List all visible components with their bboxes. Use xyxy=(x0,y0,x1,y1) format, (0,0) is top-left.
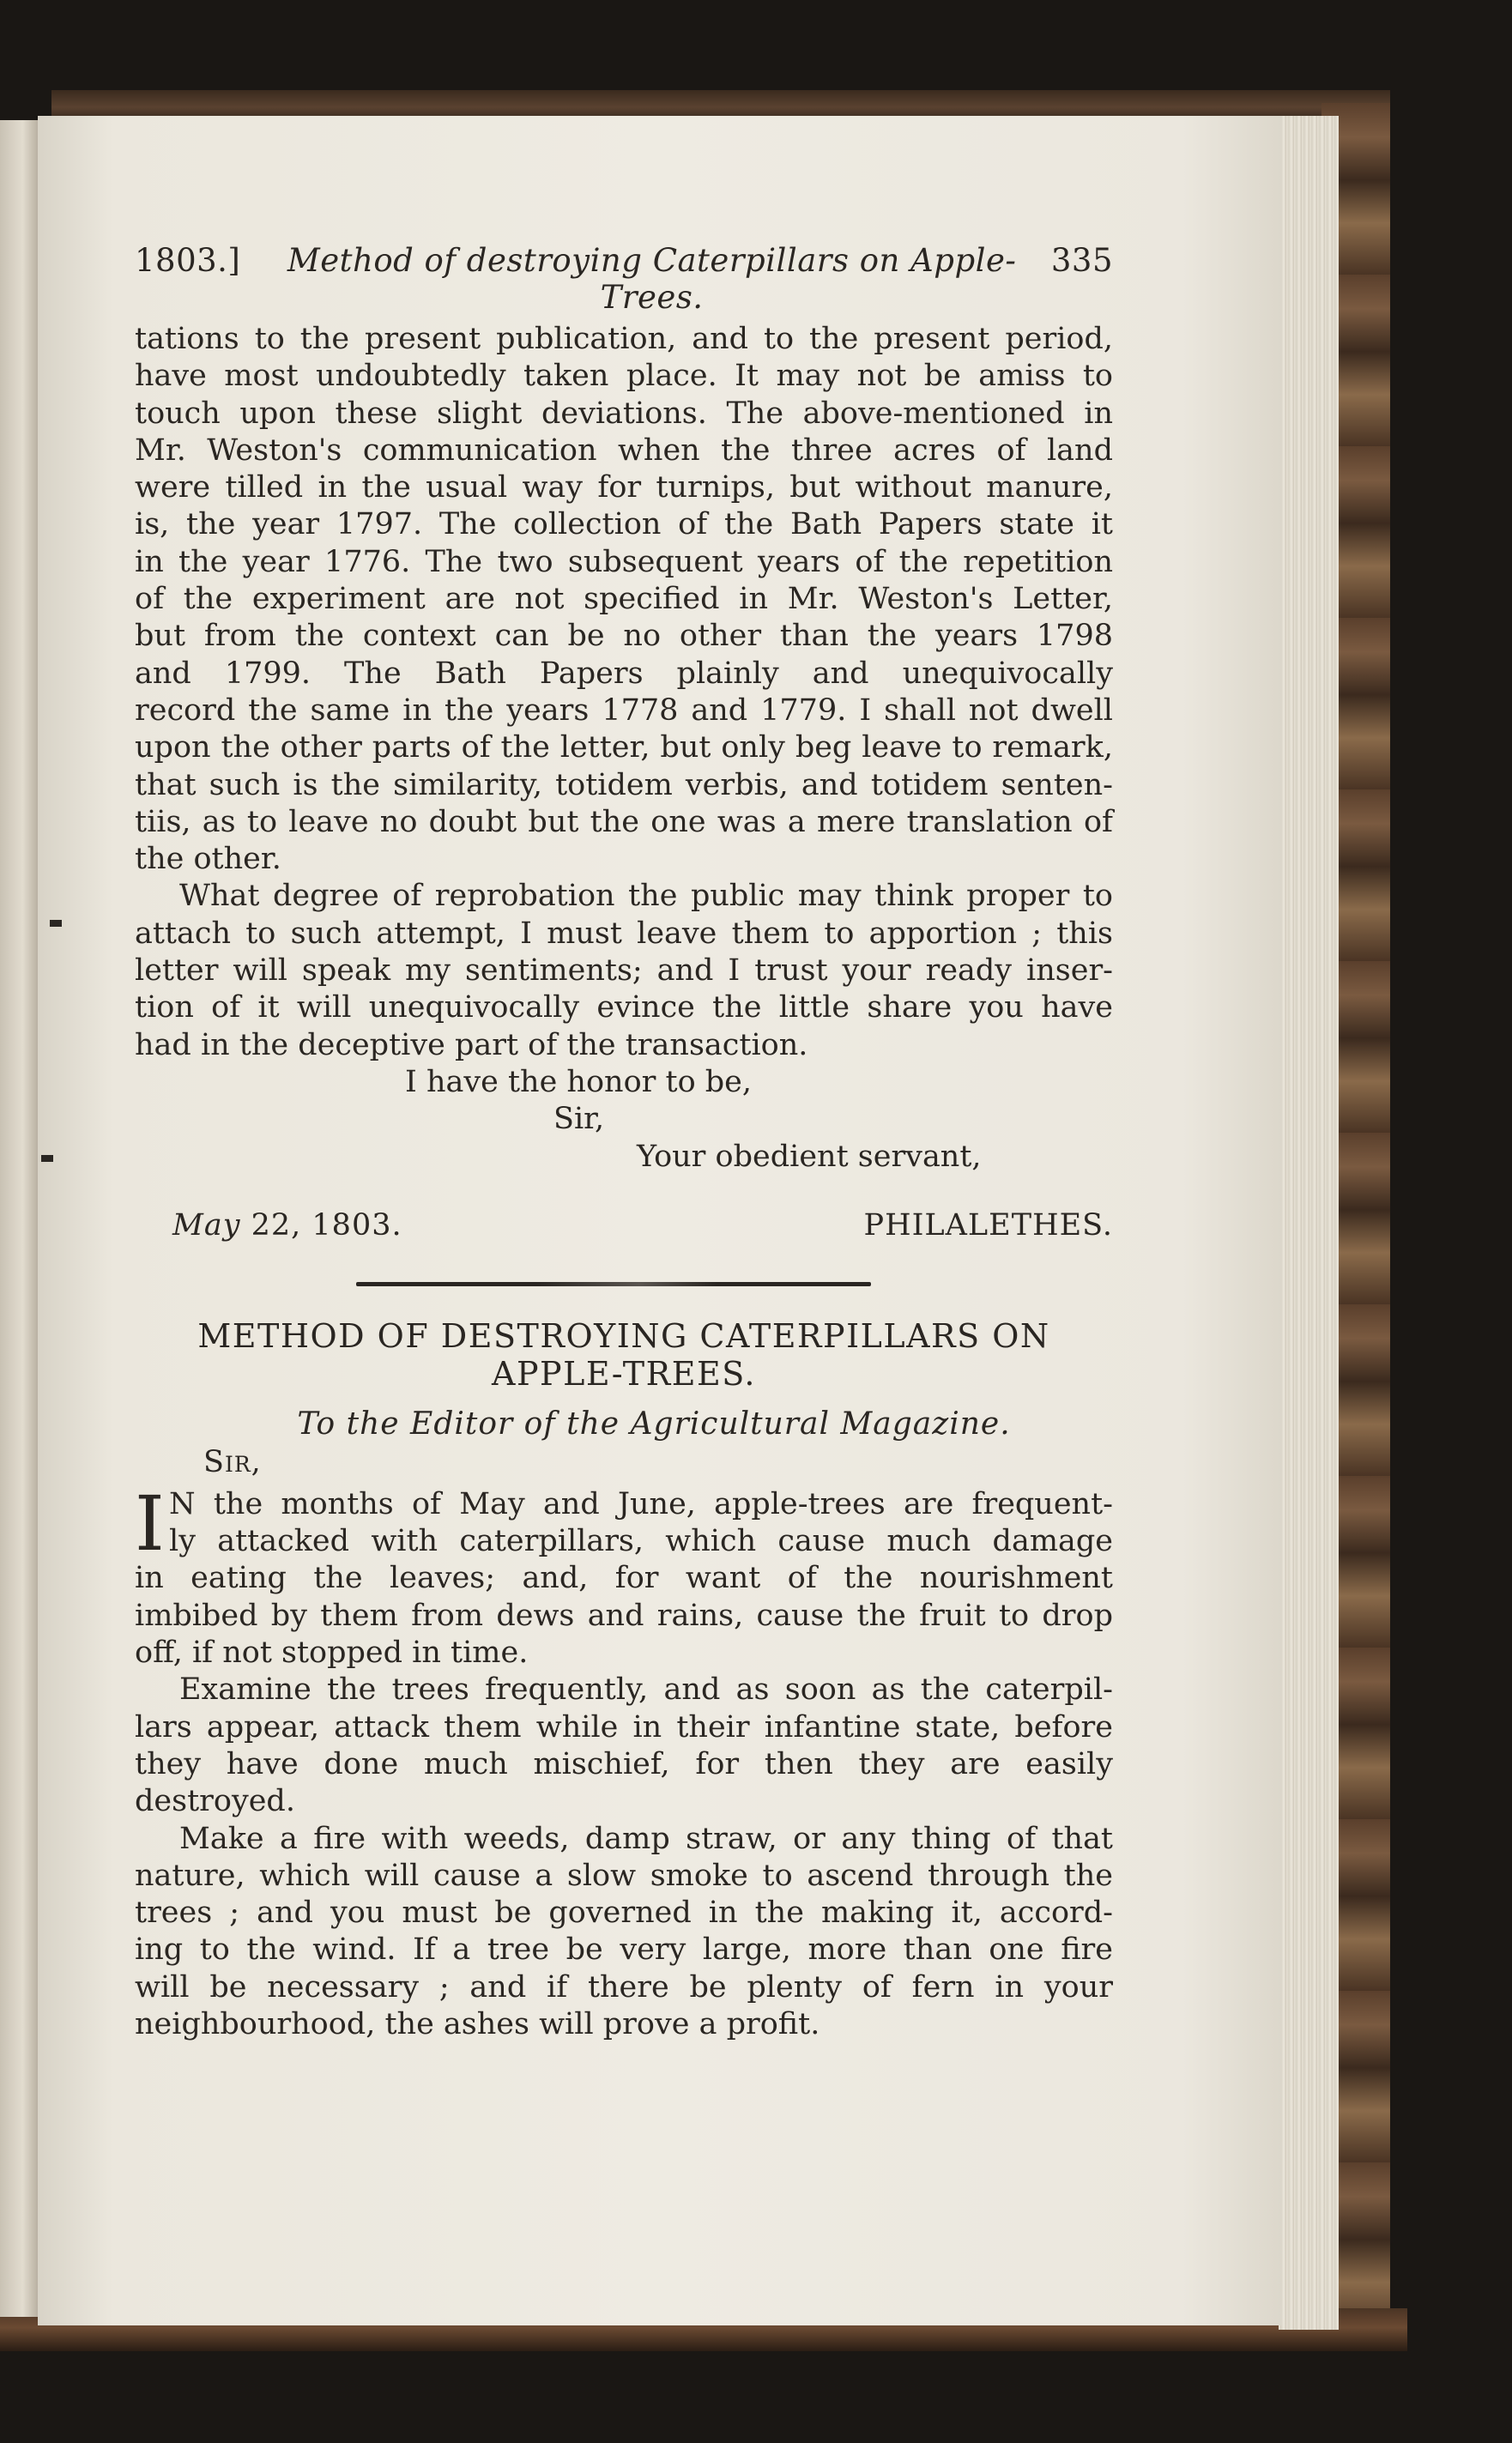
page-stack-edge xyxy=(1279,116,1339,2330)
text-line: had in the deceptive part of the transaction. xyxy=(135,1027,808,1062)
page-text xyxy=(135,242,1113,2043)
drop-cap-lines xyxy=(135,1478,1113,1672)
text-line: What degree of reprobation the public may think proper to xyxy=(179,879,1113,914)
margin-mark xyxy=(41,1155,53,1162)
text-line: N the months of May and June, apple-trees are frequent- xyxy=(169,1486,1113,1521)
text-line: neighbourhood, the ashes will prove a profit. xyxy=(135,2006,820,2041)
text-line: tion of it will unequivocally evince the little share you have xyxy=(135,990,1113,1025)
letter-paragraph xyxy=(135,878,1113,1063)
text-line: were tilled in the usual way for turnips, but without manure, xyxy=(135,470,1113,505)
article-title xyxy=(135,1317,1113,1393)
text-line: record the same in the years 1778 and 1779. I shall not dwell xyxy=(135,692,1113,728)
drop-cap: I xyxy=(135,1478,165,1568)
text-line: upon the other parts of the letter, but only beg leave to remark, xyxy=(135,730,1113,765)
text-line: Make a fire with weeds, damp straw, or any thing of that xyxy=(179,1821,1113,1856)
signatory-name: PHILALETHES. xyxy=(863,1207,1113,1243)
signature-line xyxy=(135,1208,1113,1243)
editor-address: To the Editor of the Agricultural Magazine. xyxy=(297,1406,1011,1442)
text-line: ing to the wind. If a tree be very large, more than one fire xyxy=(135,1932,1113,1968)
page-number: 335 xyxy=(1050,242,1113,279)
text-line: Examine the trees frequently, and as soon as the caterpil- xyxy=(179,1672,1113,1708)
closing-line: I have the honor to be, xyxy=(405,1064,753,1099)
date-rest: 22, 1803. xyxy=(251,1207,402,1243)
header-year: 1803.] xyxy=(135,242,241,279)
text-line: tations to the present publication, and to the present period, xyxy=(135,322,1113,356)
closing-line: Your obedient servant, xyxy=(637,1139,982,1174)
text-line: ly attacked with caterpillars, which cause much damage xyxy=(169,1524,1113,1559)
text-line: Mr. Weston's communication when the three acres of land xyxy=(135,432,1113,468)
section-divider xyxy=(356,1282,871,1286)
text-line: and 1799. The Bath Papers plainly and unequivocally xyxy=(135,656,1113,691)
text-line: that such is the similarity, totidem verbis, and totidem senten- xyxy=(135,767,1113,802)
text-line: in the year 1776. The two subsequent years of the repetition xyxy=(135,544,1113,579)
text-line: touch upon these slight deviations. The above-mentioned in xyxy=(135,396,1113,431)
running-head xyxy=(135,242,1113,316)
margin-mark xyxy=(50,920,62,927)
letter-closing xyxy=(135,1064,1113,1176)
salutation: Sir, xyxy=(203,1444,262,1479)
text-line: have most undoubtedly taken place. It may not be amiss to xyxy=(135,359,1113,394)
text-line: of the experiment are not specified in Mr. Weston's Letter, xyxy=(135,582,1113,617)
text-line: off, if not stopped in time. xyxy=(135,1636,529,1671)
text-line: lars appear, attack them while in their infantine state, before xyxy=(135,1709,1113,1745)
text-line: trees ; and you must be governed in the making it, accord- xyxy=(135,1896,1113,1931)
article-paragraph xyxy=(135,1672,1113,1820)
text-line: in eating the leaves; and, for want of the nourishment xyxy=(135,1561,1113,1596)
closing-line: Sir, xyxy=(553,1102,605,1137)
text-line: tiis, as to leave no doubt but the one was a mere translation of xyxy=(135,804,1113,839)
article-title-line: APPLE-TREES. xyxy=(492,1354,756,1393)
header-title: Method of destroying Caterpillars on Apple-Trees. xyxy=(287,242,1017,316)
article-paragraph xyxy=(135,1478,1113,1672)
letter-date xyxy=(172,1208,402,1243)
text-line: they have done much mischief, for then they are easily xyxy=(135,1746,1113,1781)
facing-page-edge xyxy=(0,120,38,2317)
text-line: destroyed. xyxy=(135,1784,295,1819)
text-line: attach to such attempt, I must leave them to apportion ; this xyxy=(135,916,1113,951)
text-line: will be necessary ; and if there be plenty of fern in your xyxy=(135,1969,1113,2005)
text-line: the other. xyxy=(135,842,281,877)
text-line: is, the year 1797. The collection of the Bath Papers state it xyxy=(135,507,1113,542)
text-line: nature, which will cause a slow smoke to ascend through the xyxy=(135,1858,1113,1893)
date-month: May xyxy=(172,1207,241,1243)
article-paragraph xyxy=(135,1821,1113,2044)
letter-continuation xyxy=(135,321,1113,878)
article-title-line: METHOD OF DESTROYING CATERPILLARS ON xyxy=(197,1316,1050,1355)
text-line: imbibed by them from dews and rains, cause the fruit to drop xyxy=(135,1598,1113,1633)
text-line: letter will speak my sentiments; and I trust your ready inser- xyxy=(135,953,1113,989)
text-line: but from the context can be no other than the years 1798 xyxy=(135,619,1113,654)
